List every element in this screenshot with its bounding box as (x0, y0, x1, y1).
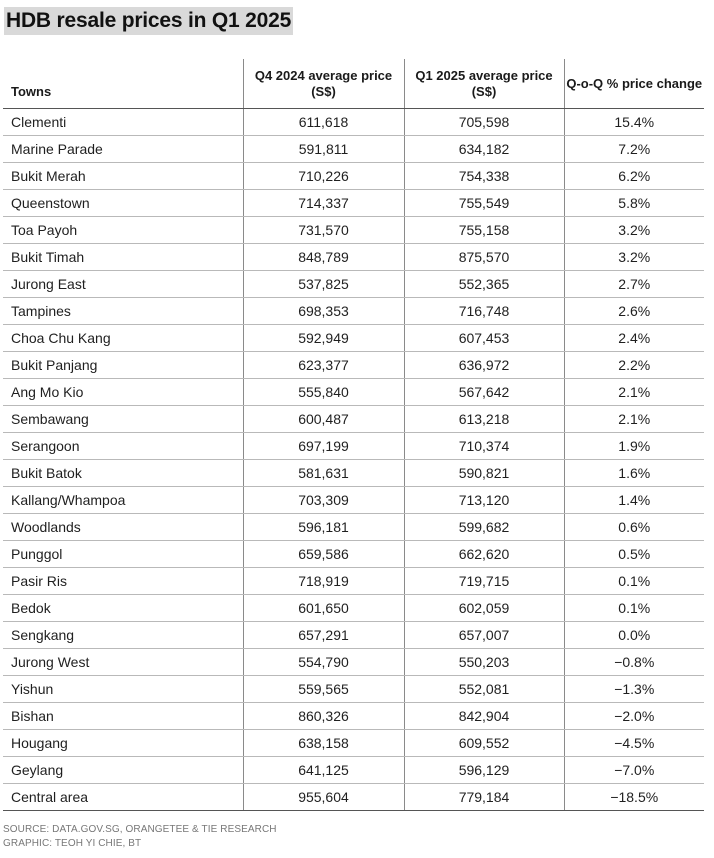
town-cell: Pasir Ris (3, 568, 243, 595)
qoq-change-cell: 15.4% (564, 109, 704, 136)
source-note: SOURCE: DATA.GOV.SG, ORANGETEE & TIE RESEARCH (3, 824, 277, 835)
town-cell: Jurong West (3, 649, 243, 676)
town-cell: Kallang/Whampoa (3, 487, 243, 514)
q4-2024-price-cell: 718,919 (243, 568, 404, 595)
q4-2024-price-cell: 559,565 (243, 676, 404, 703)
table-row (3, 190, 704, 217)
table-row (3, 460, 704, 487)
table-row (3, 217, 704, 244)
q1-2025-price-cell: 590,821 (404, 460, 564, 487)
town-cell: Sembawang (3, 406, 243, 433)
q4-2024-price-cell: 611,618 (243, 109, 404, 136)
town-cell: Tampines (3, 298, 243, 325)
q1-2025-price-cell: 609,552 (404, 730, 564, 757)
q4-2024-price-cell: 714,337 (243, 190, 404, 217)
qoq-change-cell: 0.6% (564, 514, 704, 541)
q1-2025-price-cell: 613,218 (404, 406, 564, 433)
town-cell: Bukit Timah (3, 244, 243, 271)
footer (3, 823, 277, 851)
q4-2024-price-cell: 641,125 (243, 757, 404, 784)
table-row (3, 649, 704, 676)
q1-2025-price-cell: 634,182 (404, 136, 564, 163)
table-row (3, 784, 704, 811)
table-row (3, 568, 704, 595)
qoq-change-cell: 2.2% (564, 352, 704, 379)
price-table-container (3, 59, 704, 811)
town-cell: Sengkang (3, 622, 243, 649)
qoq-change-cell: 3.2% (564, 217, 704, 244)
qoq-change-cell: 7.2% (564, 136, 704, 163)
table-body (3, 109, 704, 811)
q4-2024-price-cell: 554,790 (243, 649, 404, 676)
table-row (3, 703, 704, 730)
q4-2024-price-cell: 710,226 (243, 163, 404, 190)
town-cell: Geylang (3, 757, 243, 784)
table-row (3, 757, 704, 784)
town-cell: Central area (3, 784, 243, 811)
town-cell: Bishan (3, 703, 243, 730)
qoq-change-cell: 3.2% (564, 244, 704, 271)
town-cell: Bedok (3, 595, 243, 622)
table-row (3, 676, 704, 703)
qoq-change-cell: 2.1% (564, 406, 704, 433)
table-row (3, 325, 704, 352)
q1-2025-price-cell: 716,748 (404, 298, 564, 325)
q1-2025-price-cell: 636,972 (404, 352, 564, 379)
header-towns: Towns (3, 59, 243, 109)
qoq-change-cell: −7.0% (564, 757, 704, 784)
table-row (3, 244, 704, 271)
qoq-change-cell: −18.5% (564, 784, 704, 811)
q4-2024-price-cell: 623,377 (243, 352, 404, 379)
q4-2024-price-cell: 731,570 (243, 217, 404, 244)
q1-2025-price-cell: 550,203 (404, 649, 564, 676)
qoq-change-cell: −2.0% (564, 703, 704, 730)
table-row (3, 730, 704, 757)
qoq-change-cell: 2.1% (564, 379, 704, 406)
header-row (3, 59, 704, 109)
q4-2024-price-cell: 581,631 (243, 460, 404, 487)
header-qoq-change: Q-o-Q % price change (564, 59, 704, 109)
table-row (3, 433, 704, 460)
qoq-change-cell: 2.7% (564, 271, 704, 298)
table-header (3, 59, 704, 109)
town-cell: Woodlands (3, 514, 243, 541)
q4-2024-price-cell: 659,586 (243, 541, 404, 568)
table-row (3, 136, 704, 163)
q4-2024-price-cell: 600,487 (243, 406, 404, 433)
q1-2025-price-cell: 662,620 (404, 541, 564, 568)
q1-2025-price-cell: 599,682 (404, 514, 564, 541)
qoq-change-cell: 1.9% (564, 433, 704, 460)
table-row (3, 298, 704, 325)
qoq-change-cell: 0.0% (564, 622, 704, 649)
price-table (3, 59, 704, 811)
q4-2024-price-cell: 638,158 (243, 730, 404, 757)
q4-2024-price-cell: 592,949 (243, 325, 404, 352)
q4-2024-price-cell: 955,604 (243, 784, 404, 811)
qoq-change-cell: 0.1% (564, 568, 704, 595)
q1-2025-price-cell: 755,158 (404, 217, 564, 244)
header-q1-2025-price: Q1 2025 average price (S$) (404, 59, 564, 109)
qoq-change-cell: 5.8% (564, 190, 704, 217)
table-row (3, 379, 704, 406)
q4-2024-price-cell: 596,181 (243, 514, 404, 541)
q4-2024-price-cell: 657,291 (243, 622, 404, 649)
table-row (3, 352, 704, 379)
qoq-change-cell: 0.1% (564, 595, 704, 622)
town-cell: Ang Mo Kio (3, 379, 243, 406)
qoq-change-cell: 2.4% (564, 325, 704, 352)
town-cell: Serangoon (3, 433, 243, 460)
qoq-change-cell: 0.5% (564, 541, 704, 568)
q4-2024-price-cell: 848,789 (243, 244, 404, 271)
q4-2024-price-cell: 698,353 (243, 298, 404, 325)
qoq-change-cell: 1.4% (564, 487, 704, 514)
q1-2025-price-cell: 607,453 (404, 325, 564, 352)
q1-2025-price-cell: 602,059 (404, 595, 564, 622)
q1-2025-price-cell: 552,365 (404, 271, 564, 298)
q1-2025-price-cell: 875,570 (404, 244, 564, 271)
town-cell: Bukit Panjang (3, 352, 243, 379)
q4-2024-price-cell: 591,811 (243, 136, 404, 163)
q4-2024-price-cell: 860,326 (243, 703, 404, 730)
q4-2024-price-cell: 703,309 (243, 487, 404, 514)
table-row (3, 514, 704, 541)
q1-2025-price-cell: 754,338 (404, 163, 564, 190)
town-cell: Yishun (3, 676, 243, 703)
q4-2024-price-cell: 697,199 (243, 433, 404, 460)
q4-2024-price-cell: 601,650 (243, 595, 404, 622)
q1-2025-price-cell: 710,374 (404, 433, 564, 460)
table-row (3, 622, 704, 649)
town-cell: Jurong East (3, 271, 243, 298)
table-row (3, 541, 704, 568)
qoq-change-cell: −1.3% (564, 676, 704, 703)
graphic-credit: GRAPHIC: TEOH YI CHIE, BT (3, 838, 142, 849)
q1-2025-price-cell: 713,120 (404, 487, 564, 514)
qoq-change-cell: −0.8% (564, 649, 704, 676)
q1-2025-price-cell: 657,007 (404, 622, 564, 649)
q4-2024-price-cell: 537,825 (243, 271, 404, 298)
table-row (3, 406, 704, 433)
q1-2025-price-cell: 842,904 (404, 703, 564, 730)
q1-2025-price-cell: 755,549 (404, 190, 564, 217)
town-cell: Queenstown (3, 190, 243, 217)
qoq-change-cell: 6.2% (564, 163, 704, 190)
town-cell: Toa Payoh (3, 217, 243, 244)
q1-2025-price-cell: 719,715 (404, 568, 564, 595)
q1-2025-price-cell: 567,642 (404, 379, 564, 406)
q1-2025-price-cell: 705,598 (404, 109, 564, 136)
qoq-change-cell: 2.6% (564, 298, 704, 325)
town-cell: Marine Parade (3, 136, 243, 163)
header-q4-2024-price: Q4 2024 average price (S$) (243, 59, 404, 109)
town-cell: Bukit Batok (3, 460, 243, 487)
q1-2025-price-cell: 596,129 (404, 757, 564, 784)
table-row (3, 109, 704, 136)
qoq-change-cell: −4.5% (564, 730, 704, 757)
town-cell: Punggol (3, 541, 243, 568)
town-cell: Choa Chu Kang (3, 325, 243, 352)
table-row (3, 163, 704, 190)
table-row (3, 595, 704, 622)
q4-2024-price-cell: 555,840 (243, 379, 404, 406)
qoq-change-cell: 1.6% (564, 460, 704, 487)
town-cell: Clementi (3, 109, 243, 136)
q1-2025-price-cell: 779,184 (404, 784, 564, 811)
town-cell: Bukit Merah (3, 163, 243, 190)
q1-2025-price-cell: 552,081 (404, 676, 564, 703)
town-cell: Hougang (3, 730, 243, 757)
table-row (3, 487, 704, 514)
page-title: HDB resale prices in Q1 2025 (4, 7, 293, 35)
table-row (3, 271, 704, 298)
